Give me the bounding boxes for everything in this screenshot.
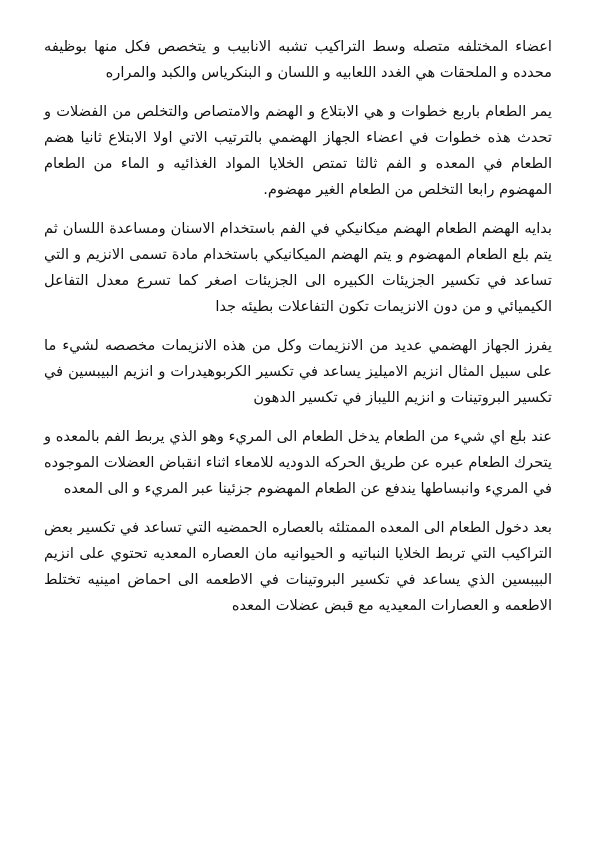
- paragraph-enzymes: يفرز الجهاز الهضمي عديد من الانزيمات وكل من هذه الانزيمات مخصصه لشيء ما على سبيل المثال انزيم الاميليز يساعد في تكسير الكربوهيدرات و انزيم البيبسين في تكسير البروتينات و انزيم الليباز في تكسير الدهون: [44, 337, 552, 406]
- paragraph-stomach: بعد دخول الطعام الى المعده الممتلئه بالعصاره الحمضيه التي تساعد في تكسير بعض التراكيب التي تربط الخلايا النباتيه و الحيوانيه مان العصاره المعديه تحتوي على انزيم البيبسين الذي يساعد في تكسير البروتينات في الاطعمه الى احماض امينيه تختلط الاطعمه و العصارات المعيديه مع قبض عضلات المعده: [44, 519, 552, 614]
- paragraph-digestive-organs: اعضاء المختلفه متصله وسط التراكيب تشبه الانابيب و يتخصص فكل منها بوظيفه محدده و الملحقات هي الغدد اللعابيه و اللسان و البنكرياس والكبد والمراره: [44, 38, 552, 81]
- document-body: [44, 34, 552, 619]
- paragraph-mechanical-digestion: بدايه الهضم الطعام الهضم ميكانيكي في الفم باستخدام الاسنان ومساعدة اللسان ثم يتم بلع الطعام المهضوم و يتم الهضم الميكانيكي باستخدام مادة تسمى الانزيم و التي تساعد في تكسير الجزيئات الكبيره الى الجزيئات اصغر كما تسرع معدل التفاعل الكيميائي و من دون الانزيمات تكون التفاعلات بطيئه جدا: [44, 220, 552, 315]
- paragraph-esophagus: عند بلع اي شيء من الطعام يدخل الطعام الى المريء وهو الذي يربط الفم بالمعده و يتحرك الطعام عبره عن طريق الحركه الدوديه للامعاء اثناء انقباض العضلات الموجوده في المريء وانبساطها يندفع عن الطعام المهضوم جزئينا عبر المريء و الى المعده: [44, 428, 552, 497]
- paragraph-digestion-steps: يمر الطعام باربع خطوات و هي الابتلاع و الهضم والامتصاص والتخلص من الفضلات و تحدث هذه خطوات في اعضاء الجهاز الهضمي بالترتيب الاتي اولا الابتلاع ثانيا هضم الطعام في المعده و الفم ثالثا تمتص الخلايا المواد الغذائيه و الماء من الطعام المهضوم رابعا التخلص من الطعام الغير مهضوم.: [44, 103, 552, 198]
